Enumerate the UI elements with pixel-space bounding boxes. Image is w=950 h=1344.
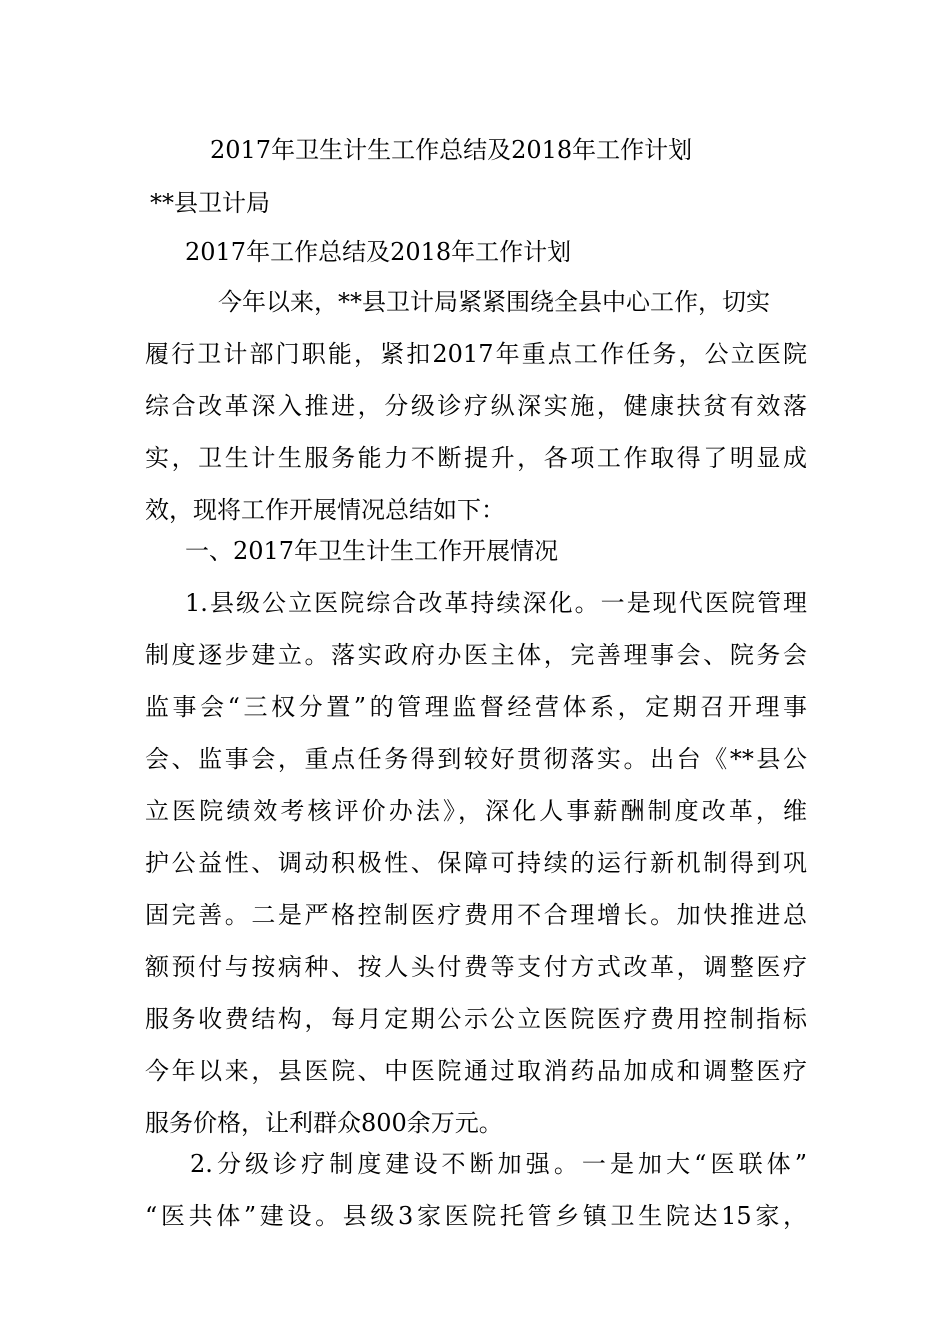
item1-line: 固完善。二是严格控制医疗费用不合理增长。加快推进总 xyxy=(145,901,807,929)
document-subtitle: 2017年工作总结及2018年工作计划 xyxy=(185,238,572,266)
intro-line: 今年以来，**县卫计局紧紧围绕全县中心工作，切实 xyxy=(218,288,770,316)
item2-line: 2.分级诊疗制度建设不断加强。一是加大“医联体” xyxy=(190,1150,807,1178)
item1-line: 今年以来，县医院、中医院通过取消药品加成和调整医疗 xyxy=(145,1057,807,1085)
item1-line: 监事会“三权分置”的管理监督经营体系，定期召开理事 xyxy=(145,693,807,721)
section-heading: 一、2017年卫生计生工作开展情况 xyxy=(185,537,559,565)
document-title: 2017年卫生计生工作总结及2018年工作计划 xyxy=(210,136,693,164)
organization-name: **县卫计局 xyxy=(150,189,270,217)
intro-line: 履行卫计部门职能，紧扣2017年重点工作任务，公立医院 xyxy=(145,340,807,368)
intro-line: 实，卫生计生服务能力不断提升，各项工作取得了明显成 xyxy=(145,444,807,472)
item2-line: “医共体”建设。县级3家医院托管乡镇卫生院达15家， xyxy=(145,1202,807,1230)
item1-line: 服务价格，让利群众800余万元。 xyxy=(145,1109,503,1137)
item1-line: 额预付与按病种、按人头付费等支付方式改革，调整医疗 xyxy=(145,953,807,981)
item1-line: 制度逐步建立。落实政府办医主体，完善理事会、院务会 xyxy=(145,641,807,669)
intro-line: 效，现将工作开展情况总结如下： xyxy=(145,496,505,524)
item1-line: 服务收费结构，每月定期公示公立医院医疗费用控制指标 xyxy=(145,1005,807,1033)
intro-line: 综合改革深入推进，分级诊疗纵深实施，健康扶贫有效落 xyxy=(145,392,807,420)
item1-line: 立医院绩效考核评价办法》，深化人事薪酬制度改革，维 xyxy=(145,797,807,825)
item1-line: 会、监事会，重点任务得到较好贯彻落实。出台《**县公 xyxy=(145,745,807,773)
item1-line: 护公益性、调动积极性、保障可持续的运行新机制得到巩 xyxy=(145,849,807,877)
item1-line: 1.县级公立医院综合改革持续深化。一是现代医院管理 xyxy=(185,589,807,617)
